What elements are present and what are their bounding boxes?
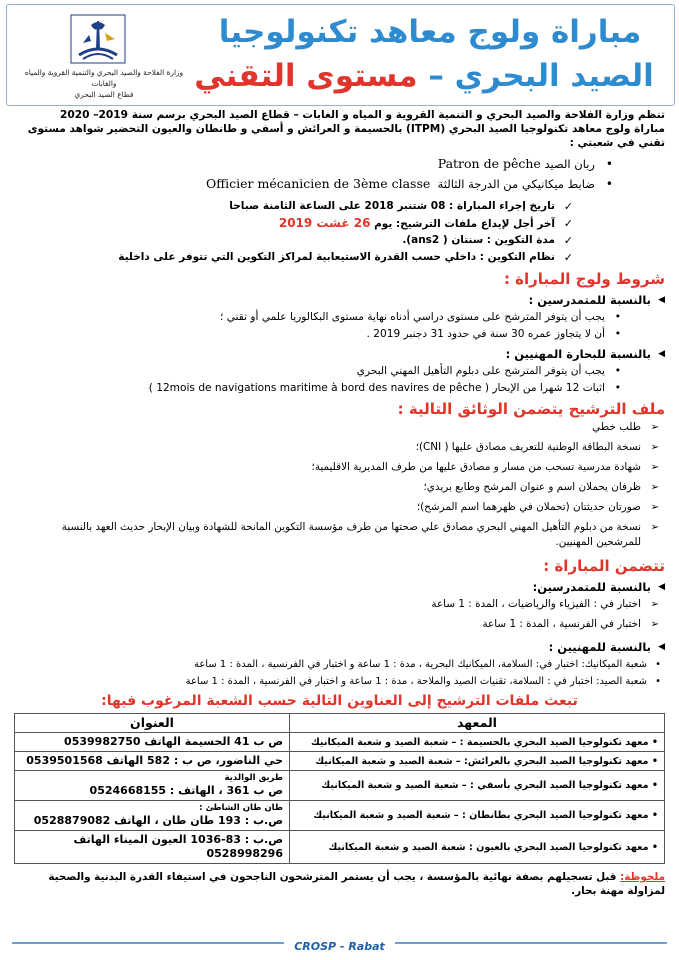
exam-title: تتضمن المباراة : — [543, 557, 665, 575]
arrow-bullet-icon: ➢ — [650, 502, 659, 513]
note-paragraph — [14, 870, 665, 898]
ministry-logo-icon — [69, 13, 127, 65]
document-item: ➢ طلب خطي — [592, 421, 659, 433]
header-banner — [6, 4, 675, 106]
exam-item: • شعبة الصيد: اختبار في : السلامة، تقنيات الصيد والملاحة ، مدة : 1 ساعة و اختبار في الفرنسية ، المدة : 1 ساعة — [185, 676, 661, 687]
table-row: • معهد تكنولوجيا الصيد البحري بالعيون : شعبة الصيد و شعبة الميكانيك ص.ب : 83-1036 العيون الميناء الهاتف 0528998296 — [15, 831, 665, 864]
students-subtitle: ◀ بالنسبة للمتمدرسين : — [14, 290, 665, 310]
specialty-item: • ربان الصيد Patron de pêche — [14, 154, 665, 174]
sailors-subtitle: ◀ بالنسبة للبحارة المهنيين : — [14, 344, 665, 364]
exam-item: ➢ اختبار في الفرنسية ، المدة : 1 ساعة — [482, 618, 659, 630]
condition-item: • اثبات 12 شهرا من الإبحار ( 12mois de navigations maritime à bord des navires de pêche ) — [148, 382, 621, 394]
document-item: ➢ نسخة البطاقة الوطنية للتعريف مصادق عليها ( CNI)؛ — [415, 441, 659, 453]
checkmark-icon: ✓ — [563, 234, 573, 247]
triangle-bullet-icon: ◀ — [658, 642, 665, 652]
column-header-institute: المعهد — [290, 714, 665, 733]
condition-item: • أن لا يتجاوز عمره 30 سنة في حدود 31 دجنبر 2019 . — [366, 328, 621, 340]
file-title: ملف الترشيح يتضمن الوثائق التالية : — [397, 400, 665, 418]
conditions-title: شروط ولوج المباراة : — [503, 270, 665, 288]
table-row: • معهد تكنولوجيا الصيد البحري بأسفي : – شعبة الصيد و شعبة الميكانيك طريق الوالدية ص ب 361 ، الهاتف : 0524668155 — [15, 771, 665, 801]
bullet-icon: • — [655, 659, 661, 670]
arrow-bullet-icon: ➢ — [650, 442, 659, 453]
students-conditions-list — [14, 310, 665, 342]
document-body — [14, 108, 665, 898]
column-header-address: العنوان — [15, 714, 290, 733]
bullet-icon: • — [605, 157, 613, 171]
specialty-item: • ضابط ميكانيكي من الدرجة الثالثة Officier mécanicien de 3ème classe — [14, 174, 665, 194]
bullet-icon: • — [614, 365, 621, 377]
note-text: قبل تسجيلهم بصفة نهائية بالمؤسسة ، يجب أن يستمر المترشحون الناجحون في استيفاء القدرة البدنية والصحية لمزاولة مهنة بحار. — [48, 871, 665, 897]
intro-line: مباراة ولوج معاهد تكنولوجيا الصيد البحري (ITPM) بالحسيمة و العرائش و أسفي و طانطان والعيون التحضير شواهد مستوى — [27, 123, 665, 135]
exam-professionals-list — [14, 657, 665, 689]
table-row: • معهد تكنولوجيا الصيد البحري بطانطان : – شعبة الصيد و شعبة الميكانيك طان طان الشاطئ : ص.ب : 193 طان طان ، الهاتف 0528879082 — [15, 801, 665, 831]
title-line2-part-a: الصيد البحري – — [428, 58, 654, 94]
ministry-text: وزارة الفلاحة والصيد البحري والتنمية القروية والمياه والغابات — [24, 68, 184, 88]
main-title-line1: مباراة ولوج معاهد تكنولوجيا — [218, 14, 642, 50]
key-info-list — [14, 198, 665, 266]
arrow-bullet-icon: ➢ — [650, 422, 659, 433]
arrow-bullet-icon: ➢ — [650, 522, 659, 533]
document-item: ➢ صورتان حديثتان (تحملان في ظهرهما اسم المرشح)؛ — [416, 501, 659, 513]
key-info-item: ✓ تاريخ إجراء المباراة : 08 شتنبر 2018 على الساعة الثامنة صباحا — [229, 200, 573, 213]
arrow-bullet-icon: ➢ — [650, 462, 659, 473]
table-row: • معهد تكنولوجيا الصيد البحري بالعرائش: – شعبة الصيد و شعبة الميكانيك حي الناضور، ص ب : 582 الهاتف 0539501568 — [15, 752, 665, 771]
triangle-bullet-icon: ◀ — [658, 582, 665, 592]
exam-students-subtitle: ◀ بالنسبة للمتمدرسين: — [14, 577, 665, 597]
arrow-bullet-icon: ➢ — [650, 482, 659, 493]
document-item: ➢ ظرفان يحملان اسم و عنوان المرشح وطابع بريدي؛ — [423, 481, 659, 493]
triangle-bullet-icon: ◀ — [658, 349, 665, 359]
key-info-item: ✓ آخر أجل لإيداع ملفات الترشيح: يوم 26 غشت 2019 — [278, 216, 573, 230]
intro-paragraph — [14, 108, 665, 150]
key-info-item: ✓ نظام التكوين : داخلي حسب القدرة الاستيعابية لمراكز التكوين التي تتوفر على داخلية — [118, 251, 573, 264]
ministry-name — [13, 67, 195, 100]
exam-item: ➢ اختبار في : الفيزياء والرياضيات ، المدة : 1 ساعة — [431, 598, 659, 610]
specialties-list — [14, 154, 665, 194]
condition-item: • يجب أن يتوفر المترشح على دبلوم التأهيل المهني البحري — [356, 365, 621, 377]
intro-line: تقني في شعبتي : — [569, 137, 665, 149]
checkmark-icon: ✓ — [563, 200, 573, 213]
sector-text: قطاع الصيد البحري — [74, 90, 134, 99]
table-row: • معهد تكنولوجيا الصيد البحري بالحسيمة : – شعبة الصيد و شعبة الميكانيك ص ب 41 الحسيمة الهاتف 0539982750 — [15, 733, 665, 752]
footer-text: CROSP - Rabat — [284, 940, 395, 953]
note-label: ملحوظة: — [620, 871, 665, 883]
exam-item: • شعبة الميكانيك: اختبار في: السلامة، الميكانيك البحرية ، مدة : 1 ساعة و اختبار في الفرنسية ، المدة : 1 ساعة — [193, 659, 661, 670]
arrow-bullet-icon: ➢ — [650, 619, 659, 630]
bullet-icon: • — [655, 676, 661, 687]
title-line2-part-b: مستوى التقني — [194, 58, 418, 94]
exam-professionals-subtitle: ◀ بالنسبة للمهنيين : — [14, 637, 665, 657]
document-item: ➢ شهادة مدرسية تسحب من مسار و مصادق عليها من طرف المديرية الاقليمية؛ — [311, 461, 659, 473]
key-info-item: ✓ مدة التكوين : سنتان ( ans2). — [402, 234, 573, 247]
bullet-icon: • — [614, 311, 621, 323]
bullet-icon: • — [605, 177, 613, 191]
file-documents-list — [14, 420, 665, 550]
addresses-table — [14, 713, 665, 864]
triangle-bullet-icon: ◀ — [658, 295, 665, 305]
arrow-bullet-icon: ➢ — [650, 599, 659, 610]
footer — [0, 935, 679, 954]
bullet-icon: • — [614, 328, 621, 340]
sailors-conditions-list — [14, 364, 665, 396]
checkmark-icon: ✓ — [563, 217, 573, 230]
main-title-line2 — [194, 57, 654, 95]
table-header-row — [15, 714, 665, 733]
exam-students-list — [14, 597, 665, 632]
intro-line: تنظم وزارة الفلاحة والصيد البحري و التنمية القروية و المياه و الغابات – قطاع الصيد البحري برسم سنة 2019– 2020 — [60, 109, 665, 121]
checkmark-icon: ✓ — [563, 251, 573, 264]
bullet-icon: • — [614, 382, 621, 394]
document-item: ➢ نسخة من دبلوم التأهيل المهني البحري مصادق علي صحتها من طرف مؤسسة التكوين المانحة للشهادة وبيان الإبحار حديث العهد بالنسبة للمرشحين المهنيين. — [61, 521, 659, 548]
addresses-title: تبعث ملفات الترشيح إلى العناوين التالية حسب الشعبة المرغوب فيها: — [101, 693, 578, 709]
condition-item: • يجب أن يتوفر المترشح على مستوى دراسي أدناه نهاية مستوى البكالوريا علمي أو تقني ؛ — [219, 311, 621, 323]
